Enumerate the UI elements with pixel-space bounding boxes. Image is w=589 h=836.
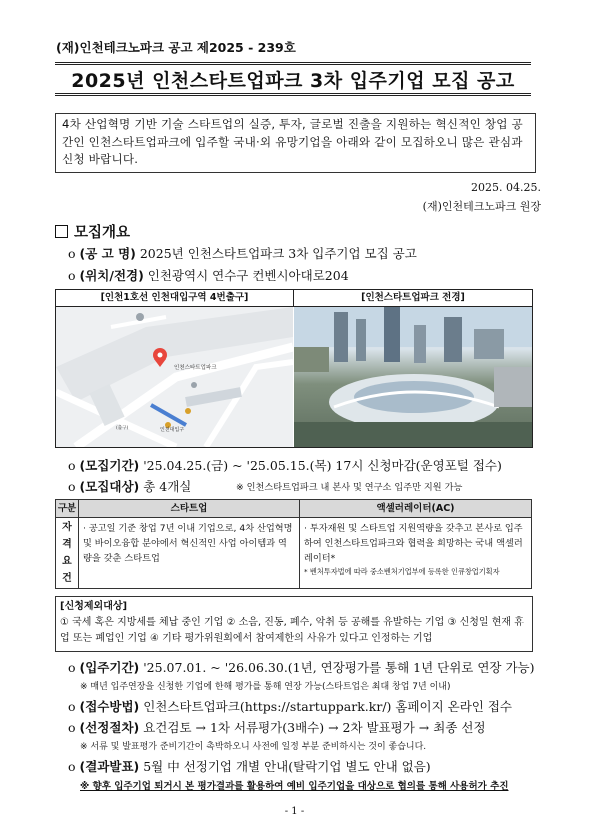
ac-requirement: · 투자재원 및 스타트업 지원역량을 갖추고 본사로 입주하여 인천스타트업파크와 협력을 희망하는 국내 액셀러레이터* — [304, 523, 523, 564]
location-map — [56, 307, 293, 447]
title-bar — [55, 62, 531, 96]
map-caption: [인천1호선 인천대입구역 4번출구] — [56, 290, 294, 307]
overview-item-title: o (공 고 명) 2025년 인천스타트업파크 3차 입주기업 모집 공고 — [68, 246, 417, 261]
map-label-b: (출구) — [116, 426, 129, 431]
detail-period-note: ※ 매년 입주연장을 신청한 기업에 한해 평가를 통해 연장 가능(스타트업은 최대 창업 7년 이내) — [80, 682, 451, 692]
footnote: ※ 향후 입주기업 퇴거시 본 평가결과를 활용하여 예비 입주기업을 대상으로 협의를 통해 사용허가 추진 — [80, 781, 509, 792]
notice-date: 2025. 04.25. — [471, 181, 541, 194]
location-images — [55, 289, 533, 448]
building-photo — [294, 307, 532, 447]
ac-note: * 벤처투자법에 따라 중소벤처기업부에 등록한 인큐창업기획자 — [304, 567, 500, 576]
page-number: - 1 - — [284, 806, 305, 817]
col-header-startup: 스타트업 — [79, 500, 300, 518]
overview-item-location: o (위치/전경) 인천광역시 연수구 컨벤시아대로204 — [68, 268, 349, 283]
ac-requirement-cell — [300, 518, 532, 589]
intro-box: 4차 산업혁명 기반 기술 스타트업의 실증, 투자, 글로벌 진출을 지원하는 혁신적인 창업 공간인 인천스타트업파크에 입주할 국내·외 유망기업을 아래와 같이 모집하오니 많은 관심과 신청 바랍니다. — [55, 113, 536, 173]
detail-period: o (입주기간) '25.07.01. ~ '26.06.30.(1년, 연장평가를 통해 1년 단위로 연장 가능) — [68, 660, 535, 675]
page-title: 2025년 인천스타트업파크 3차 입주기업 모집 공고 — [71, 69, 515, 92]
exclusions-text: ① 국세 혹은 지방세를 체납 중인 기업 ② 소음, 진동, 폐수, 악취 등 공해를 유발하는 기업 ③ 신청일 현재 휴업 또는 폐업인 기업 ④ 기타 평가위원회에서 참여제한의 사유가 있다고 인정하는 기업 — [60, 617, 524, 644]
exclusions-box — [55, 596, 533, 652]
target-note: ※ 인천스타트업파크 내 본사 및 연구소 입주만 지원 가능 — [236, 482, 463, 493]
photo-caption: [인천스타트업파크 전경] — [294, 290, 532, 307]
col-header-ac: 액셀러레이터(AC) — [300, 500, 532, 518]
detail-procedure-note: ※ 서류 및 발표평가 준비기간이 촉박하오니 사전에 일정 부분 준비하시는 것이 좋습니다. — [80, 742, 427, 752]
schedule-period: o (모집기간) '25.04.25.(금) ~ '25.05.15.(목) 17시 신청마감(운영포털 접수) — [68, 458, 502, 473]
notice-issuer: (재)인천테크노파크 원장 — [422, 200, 541, 213]
detail-result: o (결과발표) 5월 中 선정기업 개별 안내(탈락기업 별도 안내 없음) — [68, 759, 431, 774]
requirements-table — [55, 499, 532, 589]
col-header-category: 구분 — [56, 500, 79, 518]
map-pin-label: 인천스타트업파크 — [174, 365, 217, 371]
startup-requirement: · 공고일 기준 창업 7년 이내 기업으로, 4차 산업혁명 및 바이오융합 분야에서 혁신적인 사업 아이템과 역량을 갖춘 스타트업 — [79, 518, 300, 589]
checkbox-square-icon — [55, 225, 68, 238]
section-heading: 모집개요 — [55, 221, 130, 242]
schedule-target: o (모집대상) 총 4개실 — [68, 479, 192, 494]
detail-procedure: o (선정절차) 요건검토 → 1차 서류평가(3배수) → 2차 발표평가 → 최종 선정 — [68, 720, 486, 735]
exclusions-title: [신청제외대상] — [60, 601, 128, 612]
notice-number: (재)인천테크노파크 공고 제2025 - 239호 — [56, 40, 296, 55]
row-label: 자 격 요 건 — [56, 518, 79, 589]
map-label-a: 인천대입구 — [160, 427, 185, 433]
detail-method: o (접수방법) 인천스타트업파크(https://startuppark.kr/) 홈페이지 온라인 접수 — [68, 699, 513, 714]
